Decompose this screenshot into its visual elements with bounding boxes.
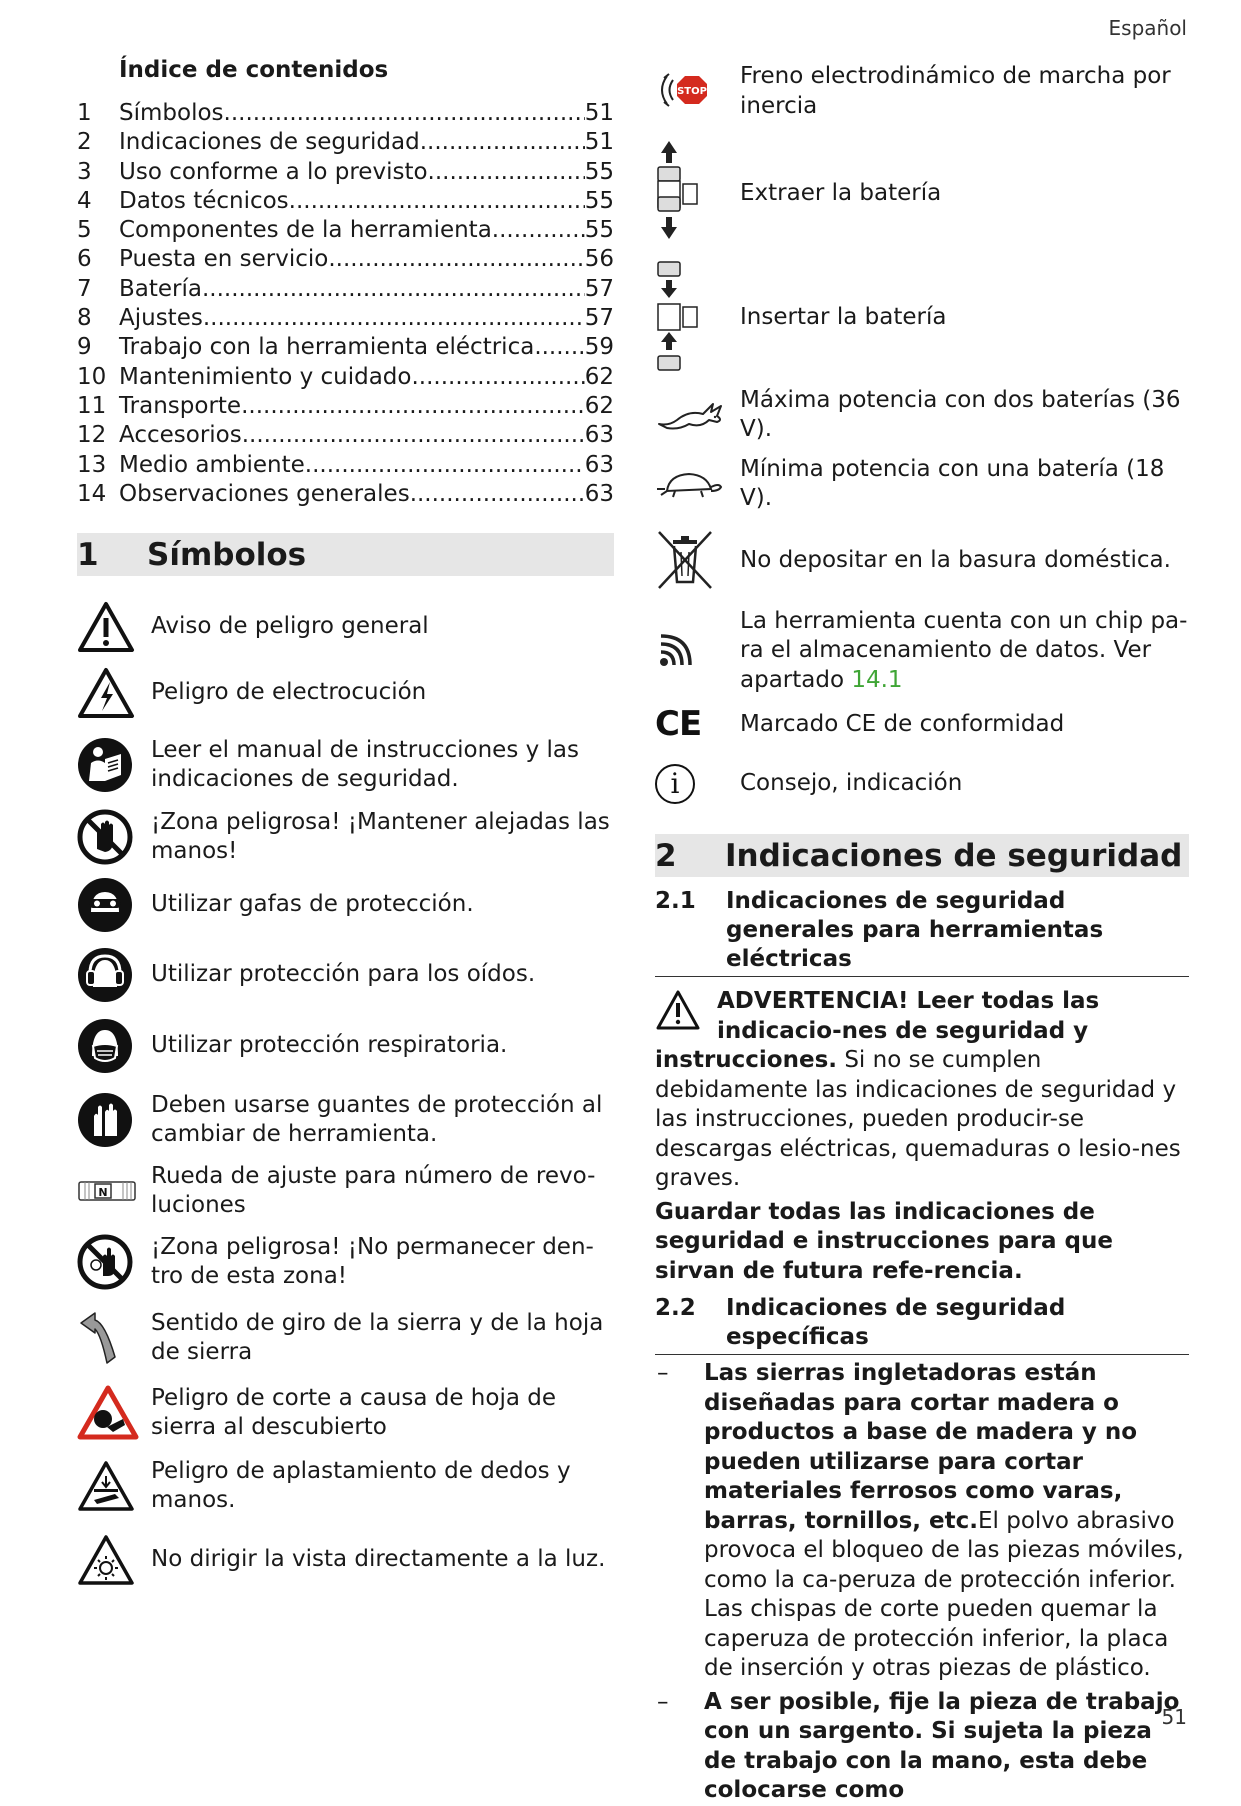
toc-label: Componentes de la herramienta: [119, 217, 492, 244]
toc-row[interactable]: [77, 216, 614, 245]
symbol-text: Utilizar gafas de protección.: [151, 891, 474, 918]
toc-number: 4: [77, 187, 92, 214]
toc-leader-dots: [534, 333, 584, 362]
speed-wheel-icon: [77, 1176, 137, 1206]
symbol-info: [655, 752, 1189, 816]
symbol-ce-mark: [655, 698, 1189, 752]
toc-row[interactable]: [77, 128, 614, 157]
toc-number: 14: [77, 480, 107, 507]
subsection-2-1-heading: [655, 887, 1189, 977]
symbol-turtle: [655, 450, 1189, 518]
symbol-electrodynamic-brake: [655, 62, 1189, 132]
symbol-do-not-stare-light: [77, 1522, 614, 1598]
crushing-hazard-icon: [77, 1460, 135, 1512]
toc-number: 6: [77, 246, 92, 273]
keep-hands-away-icon: [77, 809, 133, 865]
list-item: – A ser posible, fije la pieza de trabajo con un sargento. Si sujeta la pieza de trabajo con la mano, esta debe colocarse como: [657, 1688, 1180, 1803]
toc-row[interactable]: [77, 392, 614, 421]
symbol-text: Freno electrodinámico de marcha por inercia: [740, 63, 1171, 119]
toc-label: Medio ambiente: [119, 451, 305, 478]
symbol-no-standing-zone: [77, 1224, 614, 1300]
symbol-ear-protection: [77, 940, 614, 1010]
subsection-number: 2.1: [655, 888, 696, 914]
respiratory-protection-icon: [77, 1018, 133, 1074]
ear-protection-icon: [77, 947, 133, 1003]
section-link[interactable]: 14.1: [851, 666, 903, 693]
symbol-text: Rueda de ajuste para número de revo-luciones: [151, 1162, 596, 1219]
warning-text: Si no se cumplen debidamente las indicaciones de seguridad y las instrucciones, pueden producir-se descargas eléctricas, quemaduras o lesio-nes graves.: [655, 1047, 1181, 1191]
symbol-safety-goggles: [77, 870, 614, 940]
turtle-icon: [655, 469, 723, 499]
symbol-data-chip: [655, 604, 1189, 698]
section-2-heading: [655, 834, 1189, 877]
toc-row[interactable]: [77, 99, 614, 128]
toc-leader-dots: [428, 158, 585, 187]
toc-leader-dots: [411, 363, 584, 392]
symbol-text: Utilizar protección respiratoria.: [151, 1032, 508, 1059]
symbol-text: La herramienta cuenta con un chip pa-ra el almacenamiento de datos. Ver apartado 14.1: [740, 607, 1188, 693]
speed-wheel-label: N: [98, 1186, 108, 1200]
toc-leader-dots: [203, 304, 585, 333]
section-1-number: 1: [77, 536, 99, 573]
section-2-title: Indicaciones de seguridad: [725, 837, 1183, 874]
toc-row[interactable]: [77, 245, 614, 274]
toc-leader-dots: [289, 187, 585, 216]
symbol-exposed-blade: [77, 1376, 614, 1450]
rabbit-icon: [655, 398, 727, 432]
symbol-crushing-hazard: [77, 1450, 614, 1522]
toc-page-number: 55: [584, 158, 614, 185]
list-item: – Las sierras ingletadoras están diseñadas para cortar madera o productos a base de madera y no pueden utilizarse para cortar materiales ferrosos como varas, barras, tornillos, etc.El polvo abrasivo provoca el bloqueo de las piezas móviles, como la ca-peruza de protección inferior. Las chispas de corte pueden quemar la caperuza de protección inferior, la placa de inserción y otras piezas de plástico.: [657, 1360, 1184, 1681]
symbol-text: Extraer la batería: [740, 180, 942, 207]
toc-list: [77, 99, 614, 509]
safety-goggles-icon: [77, 877, 133, 933]
symbol-speed-wheel: [77, 1158, 614, 1224]
no-household-waste-icon: [655, 528, 715, 594]
general-warning-icon: [77, 601, 135, 653]
insert-battery-icon: [655, 260, 705, 376]
toc-leader-dots: [328, 245, 584, 274]
toc-row[interactable]: [77, 304, 614, 333]
toc-row[interactable]: [77, 451, 614, 480]
toc-page-number: 51: [584, 129, 614, 156]
symbol-general-warning: [77, 594, 614, 660]
symbol-text: Peligro de corte a causa de hoja de sierra al descubierto: [151, 1384, 556, 1441]
toc-title: Índice de contenidos: [119, 57, 389, 83]
toc-label: Puesta en servicio: [119, 246, 329, 273]
info-icon: i: [655, 764, 695, 804]
symbol-text: Peligro de electrocución: [151, 679, 427, 706]
section-1-heading: [77, 533, 614, 576]
toc-row[interactable]: [77, 275, 614, 304]
toc-page-number: 51: [584, 100, 614, 126]
toc-label: Uso conforme a lo previsto: [119, 158, 428, 185]
toc-label: Batería: [119, 275, 202, 302]
read-manual-icon: [77, 737, 133, 793]
toc-number: 9: [77, 334, 92, 361]
symbol-text: No dirigir la vista directamente a la luz.: [151, 1546, 606, 1573]
subsection-title: Indicaciones de seguridad generales para herramientas eléctricas: [726, 888, 1104, 972]
toc-label: Datos técnicos: [119, 187, 289, 214]
symbol-text: Marcado CE de conformidad: [740, 711, 1065, 738]
symbol-respiratory-protection: [77, 1010, 614, 1082]
symbol-rotation-direction: [77, 1300, 614, 1376]
toc-row[interactable]: [77, 363, 614, 392]
toc-number: 3: [77, 158, 92, 185]
keep-instructions-text: Guardar todas las indicaciones de seguridad e instrucciones para que sirvan de futura refe-rencia.: [655, 1198, 1113, 1284]
symbol-no-household-waste: [655, 518, 1189, 604]
toc-page-number: 59: [584, 334, 614, 361]
toc-leader-dots: [410, 480, 585, 509]
section-2-number: 2: [655, 837, 677, 874]
toc-page-number: 63: [584, 451, 614, 478]
toc-label: Trabajo con la herramienta eléctrica: [119, 334, 535, 361]
data-chip-icon: [655, 631, 695, 671]
warning-icon: [655, 989, 701, 1031]
symbol-text: ¡Zona peligrosa! ¡Mantener alejadas las manos!: [151, 808, 610, 865]
symbol-rabbit: [655, 380, 1189, 450]
symbol-insert-battery: [655, 256, 1189, 380]
subsection-2-2-heading: [655, 1294, 1189, 1355]
electrocution-icon: [77, 667, 135, 719]
toc-page-number: 56: [584, 246, 614, 273]
toc-label: Símbolos: [119, 100, 224, 126]
left-column: [77, 55, 614, 1598]
symbol-keep-hands-away: [77, 804, 614, 870]
toc-leader-dots: [420, 128, 585, 157]
toc-page-number: 57: [584, 305, 614, 332]
subsection-number: 2.2: [655, 1295, 696, 1321]
symbol-text: Máxima potencia con dos baterías (36 V).: [740, 386, 1181, 442]
toc-page-number: 63: [584, 422, 614, 449]
electrodynamic-brake-icon: [655, 72, 721, 108]
toc-label: Accesorios: [119, 422, 242, 449]
symbol-text: Aviso de peligro general: [151, 613, 429, 640]
toc-page-number: 63: [584, 480, 614, 507]
toc-row[interactable]: [77, 158, 614, 187]
toc-number: 12: [77, 422, 107, 449]
section-1-title: Símbolos: [147, 536, 307, 573]
symbol-remove-battery: [655, 132, 1189, 256]
symbol-text: No depositar en la basura doméstica.: [740, 547, 1171, 574]
subsection-title: Indicaciones de seguridad específicas: [726, 1295, 1066, 1350]
symbol-text: Insertar la batería: [740, 304, 947, 331]
rotation-direction-icon: [77, 1311, 121, 1365]
toc-row[interactable]: [77, 480, 614, 509]
symbol-text: Mínima potencia con una batería (18 V).: [740, 455, 1165, 511]
page-number: 51: [1161, 1705, 1187, 1729]
symbol-text: Deben usarse guantes de protección al cambiar de herramienta.: [151, 1091, 603, 1148]
toc-leader-dots: [305, 451, 585, 480]
toc-number: 11: [77, 392, 107, 419]
symbol-text: Consejo, indicación: [740, 770, 963, 797]
symbol-text: Utilizar protección para los oídos.: [151, 961, 536, 988]
general-warning-block: [655, 987, 1189, 1194]
symbol-text: Sentido de giro de la sierra y de la hoja de sierra: [151, 1309, 604, 1366]
no-standing-zone-icon: [77, 1234, 133, 1290]
toc-number: 8: [77, 305, 92, 332]
right-column: [655, 62, 1189, 1806]
toc-number: 2: [77, 129, 92, 156]
protective-gloves-icon: [77, 1092, 133, 1148]
remove-battery-icon: [655, 139, 705, 249]
symbol-text: ¡Zona peligrosa! ¡No permanecer den-tro de esta zona!: [151, 1233, 594, 1290]
exposed-blade-icon: [77, 1385, 139, 1441]
toc-row[interactable]: [77, 187, 614, 216]
toc-leader-dots: [241, 392, 585, 421]
toc-label: Ajustes: [119, 305, 203, 332]
symbol-text: Leer el manual de instrucciones y las indicaciones de seguridad.: [151, 736, 580, 793]
toc-page-number: 62: [584, 363, 614, 390]
symbol-protective-gloves: [77, 1082, 614, 1158]
toc-label: Transporte: [119, 392, 242, 419]
toc-row[interactable]: [77, 421, 614, 450]
toc-leader-dots: [202, 275, 585, 304]
ce-mark-icon: CE: [655, 704, 702, 745]
toc-label: Observaciones generales: [119, 480, 410, 507]
toc-label: Indicaciones de seguridad: [119, 129, 420, 156]
do-not-stare-light-icon: [77, 1534, 135, 1586]
toc-label: Mantenimiento y cuidado: [119, 363, 412, 390]
toc-page-number: 55: [584, 217, 614, 244]
symbol-read-manual: [77, 726, 614, 804]
toc-number: 5: [77, 217, 92, 244]
toc-number: 7: [77, 275, 92, 302]
toc-number: 13: [77, 451, 107, 478]
toc-leader-dots: [224, 99, 585, 128]
symbol-text: Peligro de aplastamiento de dedos y manos.: [151, 1457, 571, 1514]
toc-leader-dots: [492, 216, 585, 245]
toc-page-number: 55: [584, 187, 614, 214]
toc-leader-dots: [242, 421, 585, 450]
header-language: Español: [1108, 16, 1187, 40]
stop-badge: STOP: [677, 86, 707, 97]
toc-row[interactable]: [77, 333, 614, 362]
toc-number: 1: [77, 100, 92, 126]
toc-number: 10: [77, 363, 107, 390]
toc-page-number: 62: [584, 392, 614, 419]
symbol-electrocution: [77, 660, 614, 726]
toc-page-number: 57: [584, 275, 614, 302]
warning-bold-text: ADVERTENCIA! Leer todas las indicacio-nes de seguridad y instrucciones.: [655, 988, 1100, 1073]
